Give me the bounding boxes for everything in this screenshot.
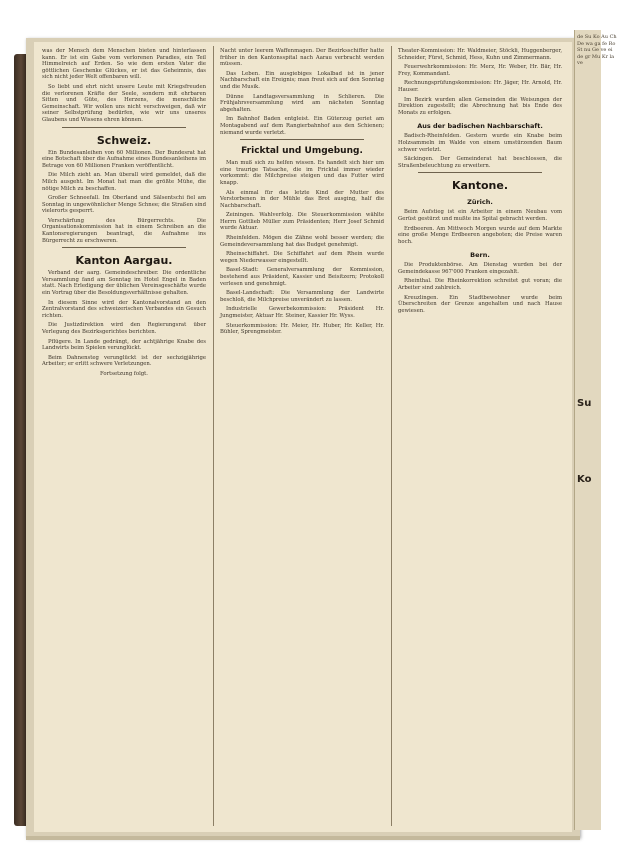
paragraph: Rechnungsprüfungskommission: Hr. Jäger, Hr. Arnold, Hr. Hauser. (398, 80, 562, 93)
paragraph: Industrielle Gewerbekommission: Präsident Hr. Jungmeister, Aktuar Hr. Steiner, Kassier Hr. Wyss. (220, 306, 384, 319)
section-heading-kantone: Kantone. (451, 179, 509, 193)
column-rule (213, 46, 214, 826)
paragraph: Zeiningen. Wahlverfolg. Die Steuerkommission wählte Herrn Gottlieb Müller zum Präsidenten; Herr Josef Schmid wurde Aktuar. (220, 212, 384, 232)
paragraph: Theater-Kommission: Hr. Waldmeier, Stöckli, Huggenberger, Schneider, Fürst, Schmid, Hess, Kuhn und Zimmermann. (398, 48, 562, 61)
paragraph: Rheinthal. Die Rheinkorrektion schreitet gut voran; die Arbeiter sind zahlreich. (398, 278, 562, 292)
paragraph: Großer Schneefall. Im Oberland und Sälsentschi fiel am Sonntag in ungewöhnlicher Menge Schnee; die Straßen sind vielerorts gesperrt. (42, 195, 206, 215)
paragraph: Im Bezirk wurden allen Gemeinden die Weisungen der Direktion zugestellt; die Abrechnung hat bis Ende des Monats zu erfolgen. (398, 96, 562, 116)
paragraph: Kreuzlingen. Ein Stadtbewohner wurde beim Überschreiten der Grenze angehalten und nach Hause gewiesen. (398, 294, 562, 314)
paragraph: Die Produktenbörse. Am Dienstag wurden bei der Gemeindekasse 967'000 Franken eingezahlt. (398, 262, 562, 275)
section-divider (62, 247, 186, 248)
paragraph: In diesem Sinne wird der Kantonalvorstand an den Zentralvorstand des schweizerischen Verbandes ein Gesuch richten. (42, 299, 206, 319)
paragraph: Basel-Stadt: Generalversammlung der Kommission, bestehend aus Präsident, Kassier und Beisitzern; Protokoll verlesen und genehmigt. (220, 267, 384, 287)
adjacent-page-heading: Su (577, 398, 592, 409)
paragraph: Pflügere. In Lande gedrängt, der achtjährige Knabe des Landwirts beim Spielen verunglückt. (42, 338, 206, 352)
adjacent-page-text: de Su Ko Au Ch De wa ga fe Ro St nu Ge ve ei de gr Mu Kr la ve (577, 34, 617, 67)
paragraph: Die Justizdirektion wird den Regierungsrat über Verlegung des Bezirksgerichtes berichten. (42, 322, 206, 335)
adjacent-page-edge (574, 30, 617, 830)
section-heading-badische-nachbarschaft: Aus der badischen Nachbarschaft. (417, 122, 543, 131)
section-divider (62, 127, 186, 128)
paragraph: Man muß sich zu helfen wissen. Es handelt sich hier um eine traurige Tatsache, die im Fricktal immer wieder vorkommt: die Milchpreise steigen und das Futter wird knapp. (220, 160, 384, 186)
adjacent-page-heading: Ko (577, 474, 592, 485)
paragraph: Feuerwehrkommission: Hr. Merz, Hr. Weber, Hr. Bär, Hr. Frey, Kommandant. (398, 64, 562, 77)
column-left (42, 48, 206, 826)
paragraph: Steuerkommission: Hr. Meier, Hr. Huber, Hr. Keller, Hr. Bühler, Sprengmeister. (220, 322, 384, 336)
newspaper-page (34, 42, 572, 832)
paragraph: Beim Aufstieg ist ein Arbeiter in einem Neubau vom Gerüst gestürzt und mußte ins Spital gebracht werden. (398, 209, 562, 222)
paragraph: Verschärfung des Bürgerrechts. Die Organisationskommission hat in einem Schreiben an die Kantonsregierungen beantragt, die Aufnahme ins Bürgerrecht zu erschweren. (42, 217, 206, 244)
column-middle (220, 48, 384, 826)
continuation-note: Fortsetzung folgt. (100, 370, 148, 377)
paragraph: Im Bahnhof Baden entgleist. Ein Güterzug geriet am Montagabend auf dem Rangierbahnhof aus den Schienen; niemand wurde verletzt. (220, 116, 384, 136)
paragraph: Säckingen. Der Gemeinderat hat beschlossen, die Straßenbeleuchtung zu erweitern. (398, 156, 562, 169)
subheading-zuerich: Zürich. (467, 198, 493, 207)
paragraph: Badisch-Rheinfelden. Gestern wurde ein Knabe beim Holzsammeln im Walde von einem umstürzenden Baum schwer verletzt. (398, 133, 562, 153)
paragraph: Nacht unter leerem Waffenmagen. Der Bezirksschiffer hatte früher in den Kantonsspital nach Aarau verbracht werden müssen. (220, 48, 384, 68)
paragraph: So liebt und ehrt nicht unsere Leute mit Kriegsfreuden die verlorenen Kräfte der Seele, sondern mit ehrbaren Sitten und Güte, des Herzens, die menschliche Gemeinschaft. Wir wollen uns nicht verschweigen, daß wir seiner Selbstprüfung bedürfen, wie wir uns unseres Glaubens und Wissens ehren können. (42, 83, 206, 123)
subheading-bern: Bern. (470, 251, 490, 260)
paragraph: Erdbeeren. Am Mittwoch Morgen wurde auf dem Markte eine große Menge Erdbeeren angeboten; die Preise waren hoch. (398, 225, 562, 245)
paragraph: Rheinfelden. Mögen die Zähne wohl besser werden; die Gemeindeversammlung hat das Budget genehmigt. (220, 235, 384, 248)
sheet-shadow (26, 836, 580, 840)
section-heading-schweiz: Schweiz. (96, 133, 152, 147)
column-rule (391, 46, 392, 826)
section-divider (418, 172, 542, 173)
paragraph: Dünne Landtagsversammlung in Schlieren. Die Frühjahrsversammlung wird am nächsten Sonntag abgehalten. (220, 93, 384, 113)
paragraph: Basel-Landschaft: Die Versammlung der Landwirte beschloß, die Milchpreise unverändert zu lassen. (220, 290, 384, 303)
paragraph: was der Mensch dem Menschen bieten und hinterlassen kann. Er ist ein Gabe vom verlorenen Paradies, ein Teil Himmelreich auf Erden. So wie dem ersten Vater die göttlichen Geschenke Glückes, er ist das Geheimnis, das sich nicht jeder Welt offenbaren will. (42, 48, 206, 81)
paragraph: Die Milch zieht an. Man überall wird gemeldet, daß die Milch ausgeht. Im Monat hat man die größte Mühe, die nötige Milch zu beschaffen. (42, 172, 206, 192)
column-right (398, 48, 562, 826)
paragraph: Verband der aarg. Gemeindeschreiber. Die ordentliche Versammlung fand am Sonntag im Hotel Engel in Baden statt. Nach Erledigung der üblichen Vereinsgeschäfte wurde ein Vortrag über die Besoldungsverhältnisse gehalten. (42, 270, 206, 297)
section-divider (240, 139, 364, 140)
paragraph: Das Leben. Ein ausgiebiges Lokalbad ist in jener Nachbarschaft ein Ereignis; man freut sich auf den Sonntag und die Musik. (220, 70, 384, 90)
paragraph: Ein Bundesanleihen von 60 Millionen. Der Bundesrat hat eine Botschaft über die Aufnahme eines Bundesanleihens im Betrage von 60 Millionen Franken veröffentlicht. (42, 149, 206, 169)
paragraph: Beim Dahnensteg verunglückt ist der sechzigjährige Arbeiter; er erlitt schwere Verletzungen. (42, 354, 206, 368)
paragraph: Als einmal für das letzte Kind der Mutter des Verstorbenen in der Mühle das Brot ausging, half die Nachbarschaft. (220, 189, 384, 209)
paragraph: Rheinschiffahrt. Die Schiffahrt auf dem Rhein wurde wegen Niederwasser eingestellt. (220, 251, 384, 264)
section-heading-fricktal: Fricktal und Umgebung. (241, 146, 363, 157)
section-heading-kanton-aargau: Kanton Aargau. (75, 254, 173, 268)
